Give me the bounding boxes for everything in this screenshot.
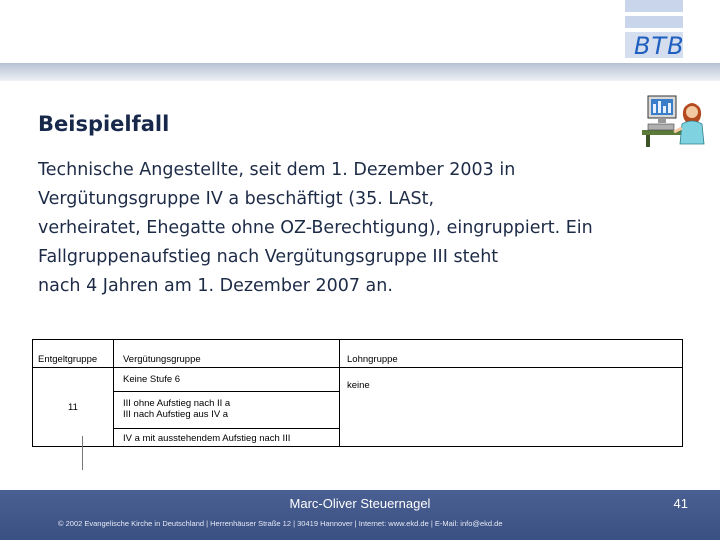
logo-stripe-middle [625, 16, 683, 28]
slide-title: Beispielfall [38, 112, 170, 136]
header-entgeltgruppe: Entgeltgruppe [38, 354, 98, 365]
person-at-computer-icon [638, 86, 706, 148]
paragraph-line: verheiratet, Ehegatte ohne OZ-Berechtigung), eingruppiert. Ein [38, 218, 593, 238]
case-description [38, 156, 698, 301]
btb-logo: BTB [634, 32, 685, 60]
paragraph-line: Fallgruppenaufstieg nach Vergütungsgruppe III steht [38, 247, 499, 267]
header-band [0, 63, 720, 81]
verguetung-row-2a: III ohne Aufstieg nach II a [123, 398, 231, 409]
divider-line [82, 436, 83, 470]
table-divider [113, 428, 339, 429]
table-divider [339, 340, 340, 446]
grouping-table [32, 339, 683, 447]
table-divider [33, 367, 682, 368]
footer-info: © 2002 Evangelische Kirche in Deutschland | Herrenhäuser Straße 12 | 30419 Hannover | Internet: www.ekd.de | E-Mail: info@ekd.de [58, 519, 503, 528]
paragraph-line: Vergütungsgruppe IV a beschäftigt (35. LASt, [38, 189, 435, 209]
paragraph-line: nach 4 Jahren am 1. Dezember 2007 an. [38, 276, 393, 296]
lohngruppe-value: keine [347, 380, 370, 391]
table-divider [113, 340, 114, 446]
page-number: 41 [673, 496, 688, 511]
entgeltgruppe-value: 11 [68, 402, 78, 413]
verguetung-row-1: Keine Stufe 6 [123, 374, 181, 385]
presenter-name: Marc-Oliver Steuernagel [289, 496, 431, 511]
header-verguetungsgruppe: Vergütungsgruppe [123, 354, 201, 365]
table-divider [113, 391, 339, 392]
paragraph-line: Technische Angestellte, seit dem 1. Dezember 2003 in [38, 160, 516, 180]
header-lohngruppe: Lohngruppe [347, 354, 398, 365]
verguetung-row-2b: III nach Aufstieg aus IV a [123, 409, 229, 420]
verguetung-row-3: IV a mit ausstehendem Aufstieg nach III [123, 433, 291, 444]
logo-stripe-top [625, 0, 683, 12]
